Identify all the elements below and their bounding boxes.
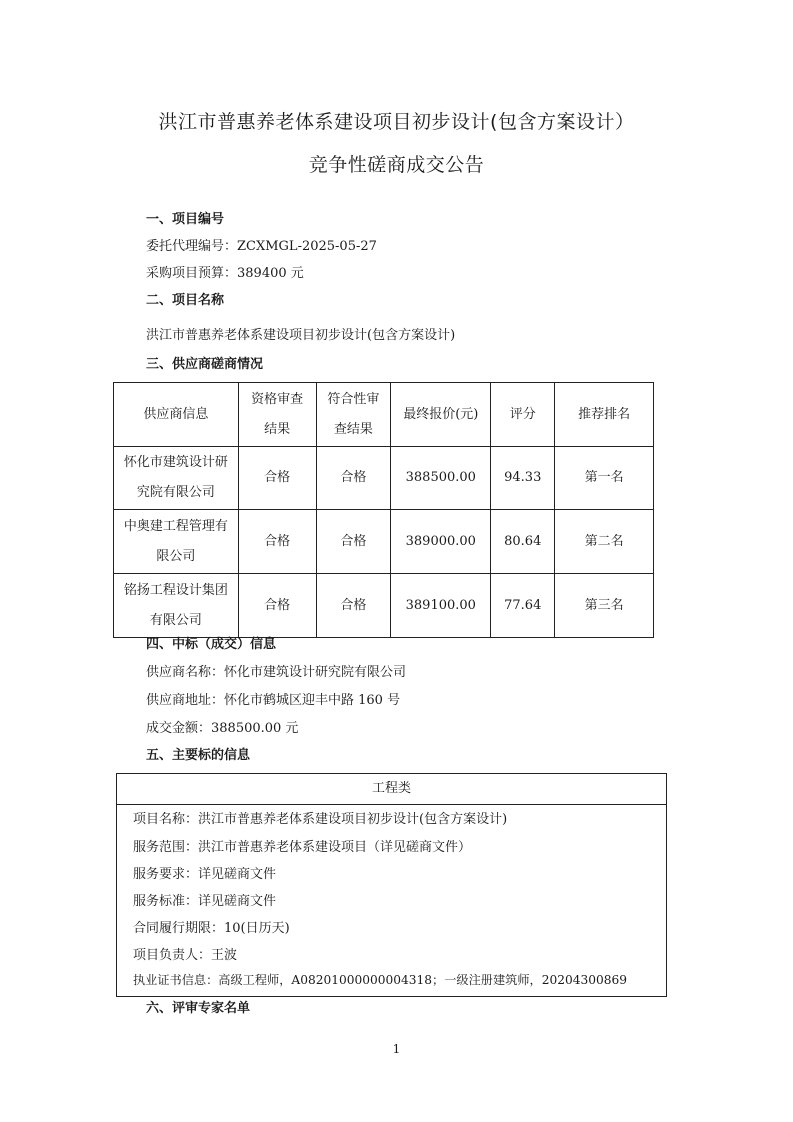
header-price: 最终报价(元)	[391, 383, 491, 447]
qualification-cell: 合格	[238, 574, 316, 638]
rank-cell: 第三名	[555, 574, 654, 638]
compliance-cell: 合格	[316, 574, 391, 638]
header-qualification-line1: 资格审查	[251, 391, 304, 407]
rank-cell: 第二名	[555, 510, 654, 574]
subject-project-manager: 项目负责人：王波	[133, 948, 238, 963]
table-row	[114, 510, 654, 574]
supplier-name-line2: 究院有限公司	[136, 485, 215, 500]
header-qualification-line2: 结果	[264, 421, 291, 437]
page-number: 1	[392, 1042, 401, 1056]
deal-amount: 成交金额：388500.00 元	[146, 721, 299, 736]
subject-category: 工程类	[117, 774, 666, 805]
header-qualification	[238, 383, 316, 447]
header-compliance	[316, 383, 391, 447]
winning-supplier-address: 供应商地址：怀化市鹤城区迎丰中路 160 号	[146, 693, 401, 708]
price-cell: 389000.00	[391, 510, 491, 574]
qualification-cell: 合格	[238, 510, 316, 574]
header-score: 评分	[491, 383, 555, 447]
section3-heading: 三、供应商磋商情况	[146, 357, 264, 372]
table-header-row	[114, 383, 654, 447]
section5-heading: 五、主要标的信息	[146, 748, 251, 763]
supplier-name-line1: 中奥建工程管理有	[123, 518, 228, 534]
supplier-name-line1: 铭扬工程设计集团	[123, 582, 228, 598]
score-cell: 80.64	[491, 510, 555, 574]
procurement-budget: 采购项目预算：389400 元	[146, 266, 304, 281]
document-title-line1: 洪江市普惠养老体系建设项目初步设计(包含方案设计）	[158, 111, 635, 133]
supplier-table	[113, 382, 654, 638]
score-cell: 94.33	[491, 447, 555, 510]
supplier-name-line2: 有限公司	[149, 612, 202, 628]
subject-service-requirement: 服务要求：详见磋商文件	[133, 867, 277, 882]
supplier-name-cell	[114, 510, 239, 574]
subject-info-box	[116, 773, 667, 997]
table-row	[114, 574, 654, 638]
rank-cell: 第一名	[555, 447, 654, 510]
section2-heading: 二、项目名称	[146, 293, 225, 308]
header-supplier: 供应商信息	[114, 383, 239, 447]
subject-project-name: 项目名称：洪江市普惠养老体系建设项目初步设计(包含方案设计)	[133, 812, 508, 827]
winning-supplier-name: 供应商名称：怀化市建筑设计研究院有限公司	[146, 665, 407, 680]
subject-service-standard: 服务标准：详见磋商文件	[133, 894, 277, 909]
subject-certificate-info: 执业证书信息：高级工程师，A08201000000004318；一级注册建筑师，20204300869	[133, 973, 628, 987]
entrust-number: 委托代理编号：ZCXMGL-2025-05-27	[146, 239, 377, 254]
supplier-name-line2: 限公司	[156, 548, 196, 564]
section6-heading: 六、评审专家名单	[146, 1001, 251, 1016]
score-cell: 77.64	[491, 574, 555, 638]
header-compliance-line2: 查结果	[333, 421, 373, 437]
qualification-cell: 合格	[238, 447, 316, 510]
section4-heading: 四、中标（成交）信息	[146, 637, 277, 652]
price-cell: 388500.00	[391, 447, 491, 510]
supplier-name-cell	[114, 447, 239, 510]
project-name: 洪江市普惠养老体系建设项目初步设计(包含方案设计)	[146, 328, 456, 343]
supplier-name-line1: 怀化市建筑设计研	[123, 455, 228, 470]
table-row	[114, 447, 654, 510]
price-cell: 389100.00	[391, 574, 491, 638]
section1-heading: 一、项目编号	[146, 212, 225, 227]
compliance-cell: 合格	[316, 447, 391, 510]
subject-service-scope: 服务范围：洪江市普惠养老体系建设项目（详见磋商文件）	[133, 840, 472, 855]
header-rank: 推荐排名	[555, 383, 654, 447]
subject-contract-period: 合同履行期限：10(日历天)	[133, 921, 290, 936]
compliance-cell: 合格	[316, 510, 391, 574]
supplier-name-cell	[114, 574, 239, 638]
document-title-line2: 竞争性磋商成交公告	[308, 154, 485, 176]
header-compliance-line1: 符合性审	[327, 391, 380, 407]
